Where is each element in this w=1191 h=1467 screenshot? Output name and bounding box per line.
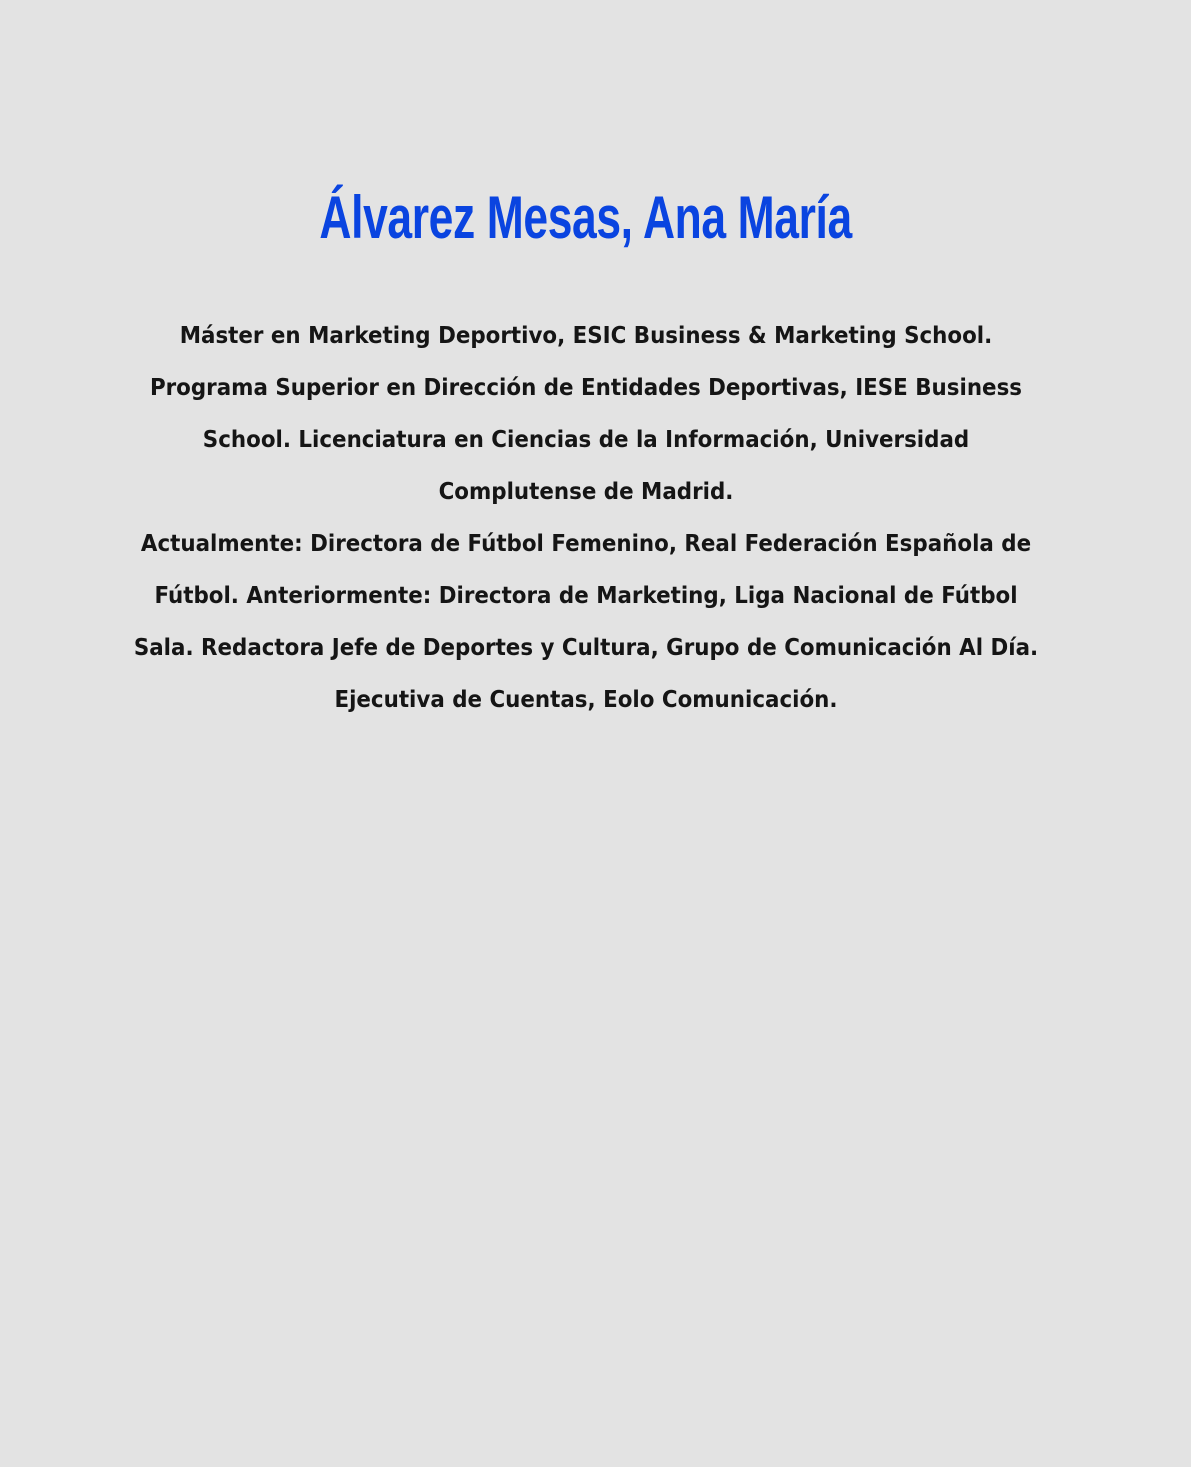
career-line: Fútbol. Anteriormente: Directora de Marketing, Liga Nacional de Fútbol — [154, 583, 1018, 609]
career-line: Sala. Redactora Jefe de Deportes y Cultura, Grupo de Comunicación Al Día. — [133, 635, 1039, 661]
education-line: School. Licenciatura en Ciencias de la Información, Universidad — [202, 427, 970, 453]
education-paragraph — [90, 310, 1082, 518]
profile-bio — [90, 310, 1082, 726]
career-line: Ejecutiva de Cuentas, Eolo Comunicación. — [334, 687, 838, 713]
career-line: Actualmente: Directora de Fútbol Femenino, Real Federación Española de — [140, 531, 1032, 557]
career-paragraph — [90, 518, 1082, 726]
education-line: Complutense de Madrid. — [438, 479, 734, 505]
education-line: Máster en Marketing Deportivo, ESIC Business & Marketing School. — [179, 323, 993, 349]
education-line: Programa Superior en Dirección de Entidades Deportivas, IESE Business — [149, 375, 1023, 401]
profile-name: Álvarez Mesas, Ana María — [319, 184, 852, 251]
